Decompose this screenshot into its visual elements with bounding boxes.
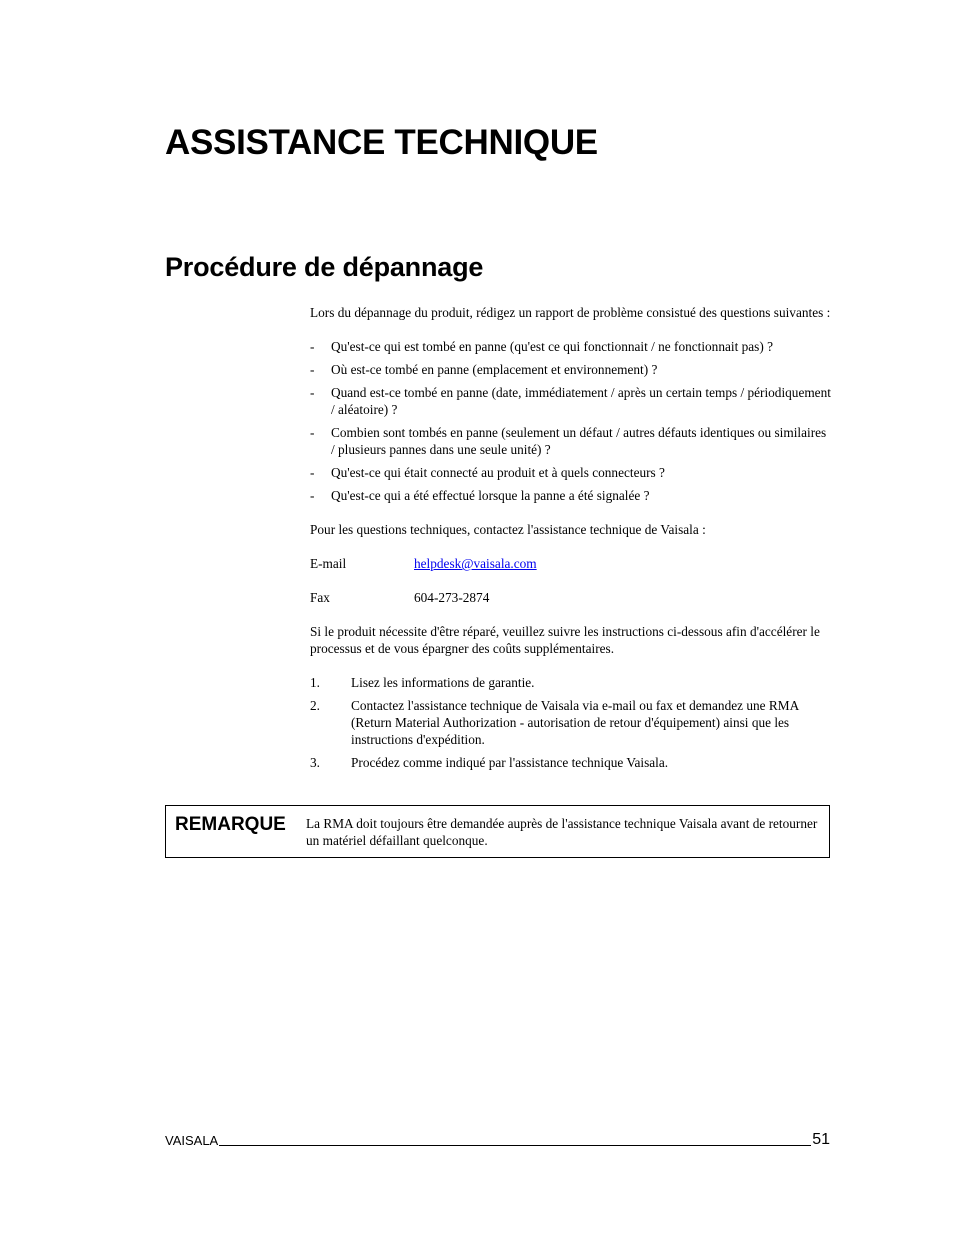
- note-label: REMARQUE: [175, 814, 286, 835]
- section-title: Procédure de dépannage: [165, 252, 484, 282]
- page-title: ASSISTANCE TECHNIQUE: [165, 123, 598, 162]
- list-item: [310, 754, 832, 771]
- bullet-dash: -: [310, 339, 315, 354]
- email-link[interactable]: helpdesk@vaisala.com: [414, 556, 537, 571]
- note-box: [165, 805, 830, 858]
- step-text: Lisez les informations de garantie.: [351, 675, 535, 690]
- email-label: E-mail: [310, 556, 347, 571]
- question-text: Qu'est-ce qui est tombé en panne (qu'est ce qui fonctionnait / ne fonctionnait pas) ?: [331, 339, 773, 354]
- note-text: La RMA doit toujours être demandée auprès de l'assistance technique Vaisala avant de retourner un matériel défaillant quelconque.: [306, 816, 818, 848]
- bullet-dash: -: [310, 488, 315, 503]
- bullet-dash: -: [310, 362, 315, 377]
- step-number: 3.: [310, 755, 320, 770]
- list-item: [310, 697, 832, 748]
- fax-label: Fax: [310, 590, 330, 605]
- list-item: [310, 464, 832, 481]
- footer-brand: VAISALA: [165, 1133, 219, 1148]
- list-item: [310, 487, 832, 504]
- question-text: Quand est-ce tombé en panne (date, immédiatement / après un certain temps / périodiquement / aléatoire) ?: [331, 385, 831, 417]
- bullet-dash: -: [310, 425, 315, 440]
- list-item: [310, 384, 832, 418]
- step-text: Contactez l'assistance technique de Vaisala via e-mail ou fax et demandez une RMA (Return Material Authorization - autorisation de retour d'équipement) ainsi que les instructions d'expédition.: [351, 698, 799, 747]
- fax-value: 604-273-2874: [414, 590, 490, 605]
- repair-intro: Si le produit nécessite d'être réparé, veuillez suivre les instructions ci-dessous afin d'accélérer le processus et de vous épargner des coûts supplémentaires.: [310, 624, 820, 656]
- contact-fax-row: [310, 589, 832, 606]
- list-item: [310, 674, 832, 691]
- bullet-dash: -: [310, 465, 315, 480]
- body-content: [310, 304, 832, 777]
- step-number: 1.: [310, 675, 320, 690]
- questions-list: [310, 338, 832, 504]
- question-text: Combien sont tombés en panne (seulement un défaut / autres défauts identiques ou similaires / plusieurs pannes dans une seule unité) ?: [331, 425, 827, 457]
- list-item: [310, 361, 832, 378]
- question-text: Qu'est-ce qui était connecté au produit et à quels connecteurs ?: [331, 465, 665, 480]
- intro-paragraph: Lors du dépannage du produit, rédigez un rapport de problème consistué des questions suivantes :: [310, 305, 831, 320]
- page-number: 51: [812, 1131, 830, 1148]
- step-text: Procédez comme indiqué par l'assistance technique Vaisala.: [351, 755, 669, 770]
- steps-list: [310, 674, 832, 771]
- list-item: [310, 424, 832, 458]
- list-item: [310, 338, 832, 355]
- contact-intro: Pour les questions techniques, contactez l'assistance technique de Vaisala :: [310, 522, 706, 537]
- bullet-dash: -: [310, 385, 315, 400]
- question-text: Où est-ce tombé en panne (emplacement et environnement) ?: [331, 362, 658, 377]
- footer-rule: [219, 1145, 811, 1146]
- contact-email-row: [310, 555, 832, 572]
- step-number: 2.: [310, 698, 320, 713]
- question-text: Qu'est-ce qui a été effectué lorsque la panne a été signalée ?: [331, 488, 650, 503]
- page-footer: [165, 1131, 830, 1149]
